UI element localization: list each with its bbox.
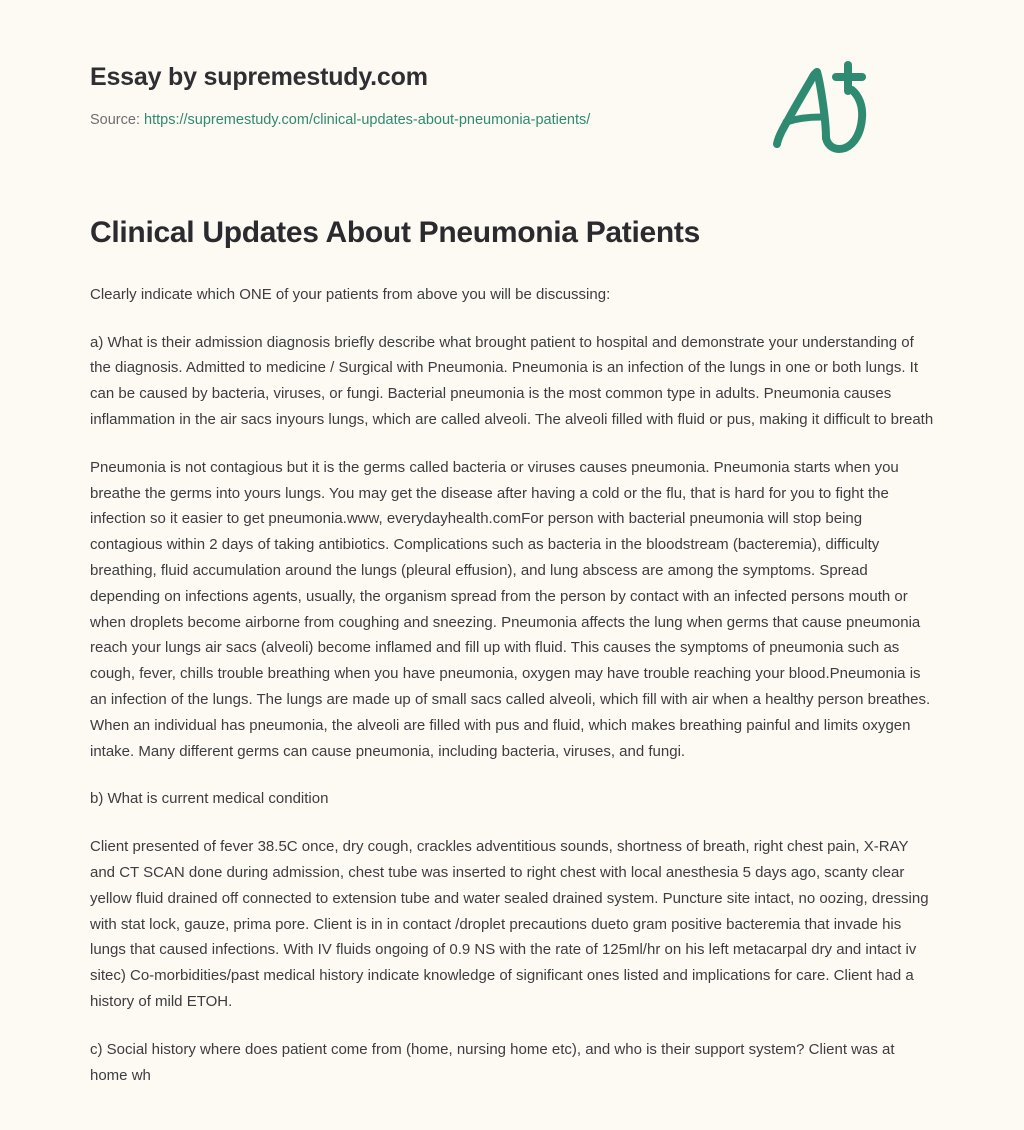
- paragraph-question-a: a) What is their admission diagnosis briefly describe what brought patient to hospital and demonstrate your understanding of the diagnosis. Admitted to medicine / Surgical with Pneumonia. Pneumonia is an infection of the lungs in one or both lungs. It can be caused by bacteria, viruses, or fungi. Bacterial pneumonia is the most common type in adults. Pneumonia causes inflammation in the air sacs inyours lungs, which are called alveoli. The alveoli filled with fluid or pus, making it difficult to breath: [90, 333, 934, 428]
- paragraph-intro: Clearly indicate which ONE of your patients from above you will be discussing:: [90, 285, 611, 303]
- article: [90, 214, 934, 1088]
- brand-byline: Essay by supremestudy.com: [90, 63, 428, 91]
- page-header: [90, 0, 934, 130]
- paragraph-question-b: b) What is current medical condition: [90, 790, 329, 808]
- paragraph-pneumonia-detail: Pneumonia is not contagious but it is the germs called bacteria or viruses causes pneumonia. Pneumonia starts when you breathe the germs into yours lungs. You may get the disease after having a cold or the flu, that is hard for you to fight the infection so it easier to get pneumonia.www, everydayhealth.comFor person with bacterial pneumonia will stop being contagious within 2 days of taking antibiotics. Complications such as bacteria in the bloodstream (bacteremia), difficulty breathing, fluid accumulation around the lungs (pleural effusion), and lung abscess are among the symptoms. Spread depending on infections agents, usually, the organism spread from the person by contact with an infected persons mouth or when droplets become airborne from coughing and sneezing. Pneumonia affects the lung when germs that cause pneumonia reach your lungs air sacs (alveoli) become inflamed and fill up with fluid. This causes the symptoms of pneumonia such as cough, fever, chills trouble breathing when you have pneumonia, oxygen may have trouble reaching your blood.Pneumonia is an infection of the lungs. The lungs are made up of small sacs called alveoli, which fill with air when a healthy person breathes. When an individual has pneumonia, the alveoli are filled with pus and fluid, which makes breathing painful and limits oxygen intake. Many different germs can cause pneumonia, including bacteria, viruses, and fungi.: [90, 458, 931, 760]
- paragraph-current-condition: Client presented of fever 38.5C once, dry cough, crackles adventitious sounds, shortness of breath, right chest pain, X-RAY and CT SCAN done during admission, chest tube was inserted to right chest with local anesthesia 5 days ago, scanty clear yellow fluid drained off connected to extension tube and water sealed drained system. Puncture site intact, no oozing, dressing with stat lock, gauze, prima pore. Client is in in contact /droplet precautions dueto gram positive bacteremia that invade his lungs that caused infections. With IV fluids ongoing of 0.9 NS with the rate of 125ml/hr on his left metacarpal dry and intact iv sitec) Co-morbidities/past medical history indicate knowledge of significant ones listed and implications for care. Client had a history of mild ETOH.: [90, 838, 929, 1010]
- article-body: [90, 282, 934, 1089]
- a-plus-logo-icon: [762, 52, 882, 157]
- source-url-link[interactable]: https://supremestudy.com/clinical-updates-about-pneumonia-patients/: [144, 112, 591, 128]
- page-title: Clinical Updates About Pneumonia Patients: [90, 216, 701, 250]
- paragraph-question-c: c) Social history where does patient come from (home, nursing home etc), and who is their support system? Client was at home wh: [90, 1040, 895, 1084]
- source-label: Source:: [90, 112, 140, 128]
